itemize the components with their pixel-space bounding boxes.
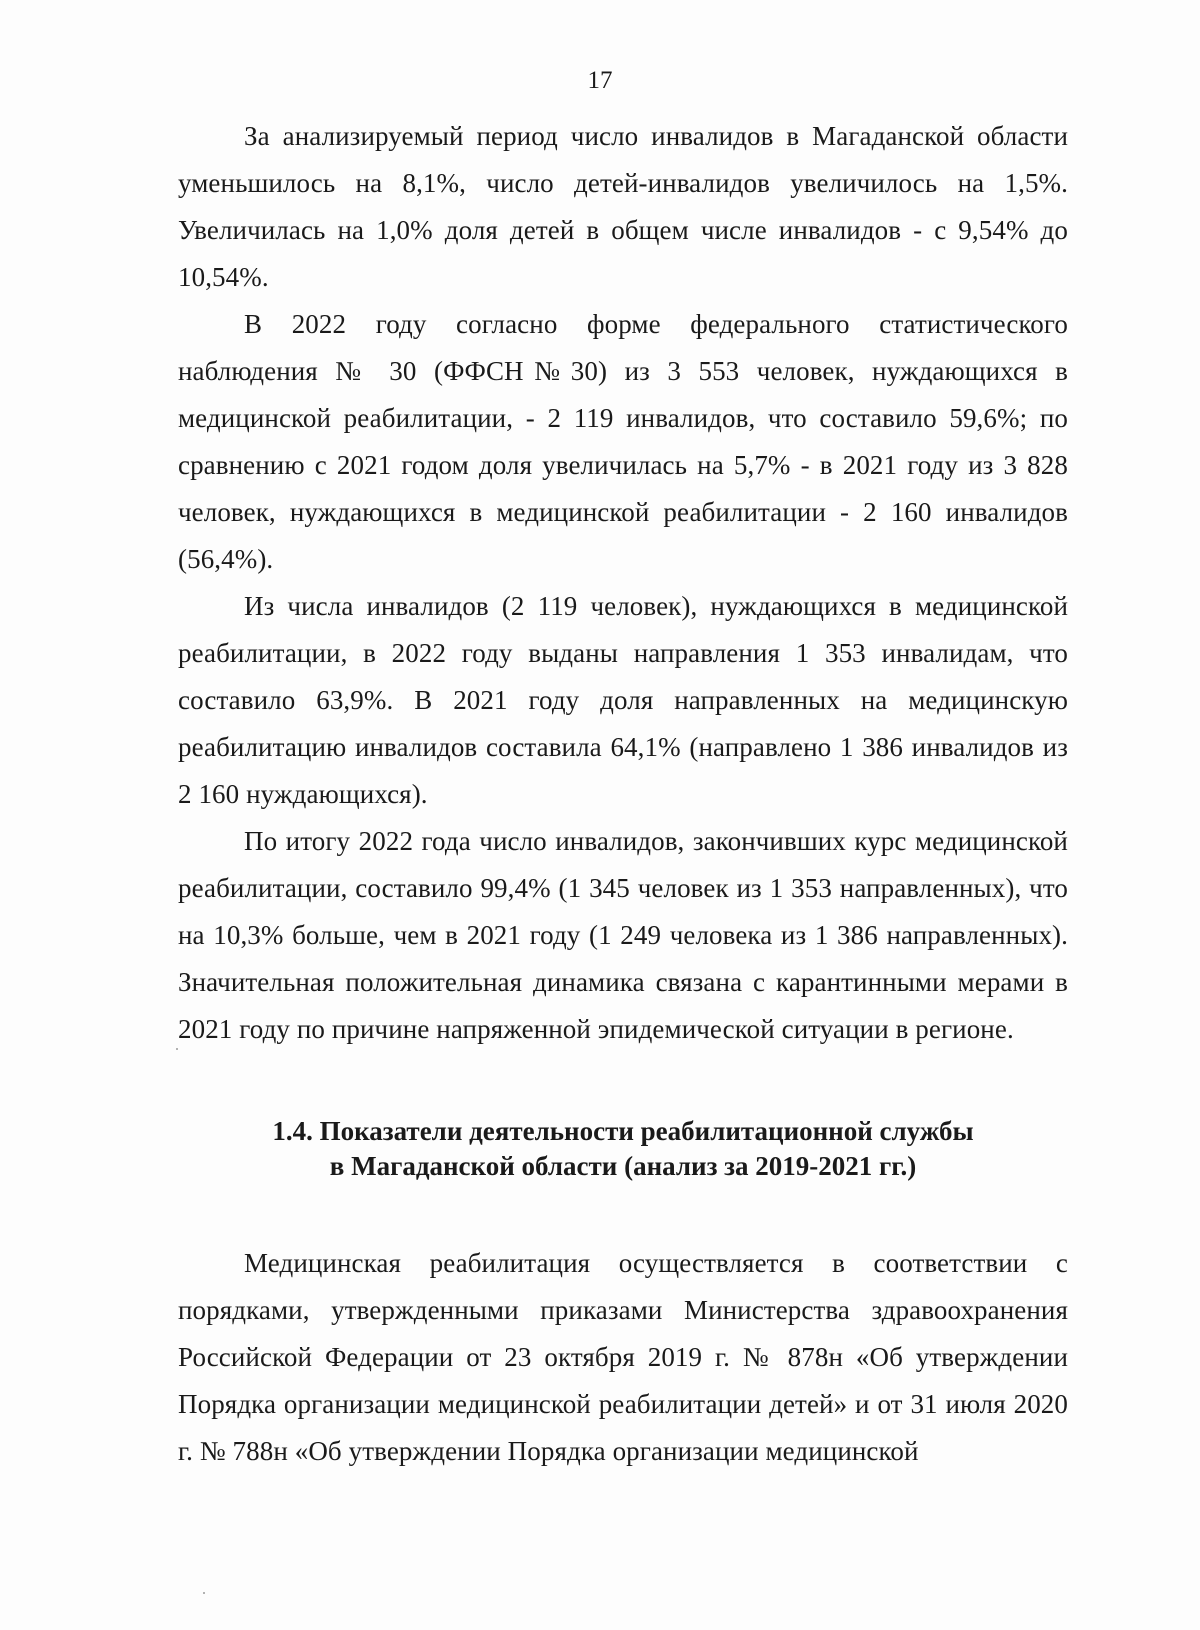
document-body [178, 113, 1068, 1475]
paragraph-disabled-count-change: За анализируемый период число инвалидов в Магаданской области уменьшилось на 8,1%, число детей-инвалидов увеличилось на 1,5%. Увеличилась на 1,0% доля детей в общем числе инвалидов - с 9,54% до 10,54%. [178, 121, 1068, 292]
paragraph-completed-course: По итогу 2022 года число инвалидов, закончивших курс медицинской реабилитации, составило 99,4% (1 345 человек из 1 353 направленных), что на 10,3% больше, чем в 2021 году (1 249 человека из 1 386 направленных). Значительная положительная динамика связана с карантинными мерами в 2021 году по причине напряженной эпидемической ситуации в регионе. [178, 826, 1068, 1044]
section-heading-line-2: в Магаданской области (анализ за 2019-2021 гг.) [329, 1151, 917, 1181]
section-heading [178, 1114, 1068, 1184]
paragraph-medical-rehabilitation-orders: Медицинская реабилитация осуществляется в соответствии с порядками, утвержденными приказами Министерства здравоохранения Российской Федерации от 23 октября 2019 г. № 878н «Об утверждении Порядка организации медицинской реабилитации детей» и от 31 июля 2020 г. № 788н «Об утверждении Порядка организации медицинской [178, 1248, 1068, 1466]
paragraph-rehabilitation-need-2022: В 2022 году согласно форме федерального статистического наблюдения № 30 (ФФСН№30) из 3 553 человек, нуждающихся в медицинской реабилитации, - 2 119 инвалидов, что составило 59,6%; по сравнению с 2021 годом доля увеличилась на 5,7% - в 2021 году из 3 828 человек, нуждающихся в медицинской реабилитации - 2 160 инвалидов (56,4%). [178, 309, 1068, 574]
page-number: 17 [587, 67, 613, 94]
section-heading-line-1: 1.4. Показатели деятельности реабилитационной службы [272, 1116, 974, 1146]
scan-speck [203, 1592, 205, 1594]
paragraph-referrals-issued: Из числа инвалидов (2 119 человек), нуждающихся в медицинской реабилитации, в 2022 году выданы направления 1 353 инвалидам, что составило 63,9%. В 2021 году доля направленных на медицинскую реабилитацию инвалидов составила 64,1% (направлено 1 386 инвалидов из 2 160 нуждающихся). [178, 591, 1068, 809]
scan-speck [176, 1048, 178, 1050]
